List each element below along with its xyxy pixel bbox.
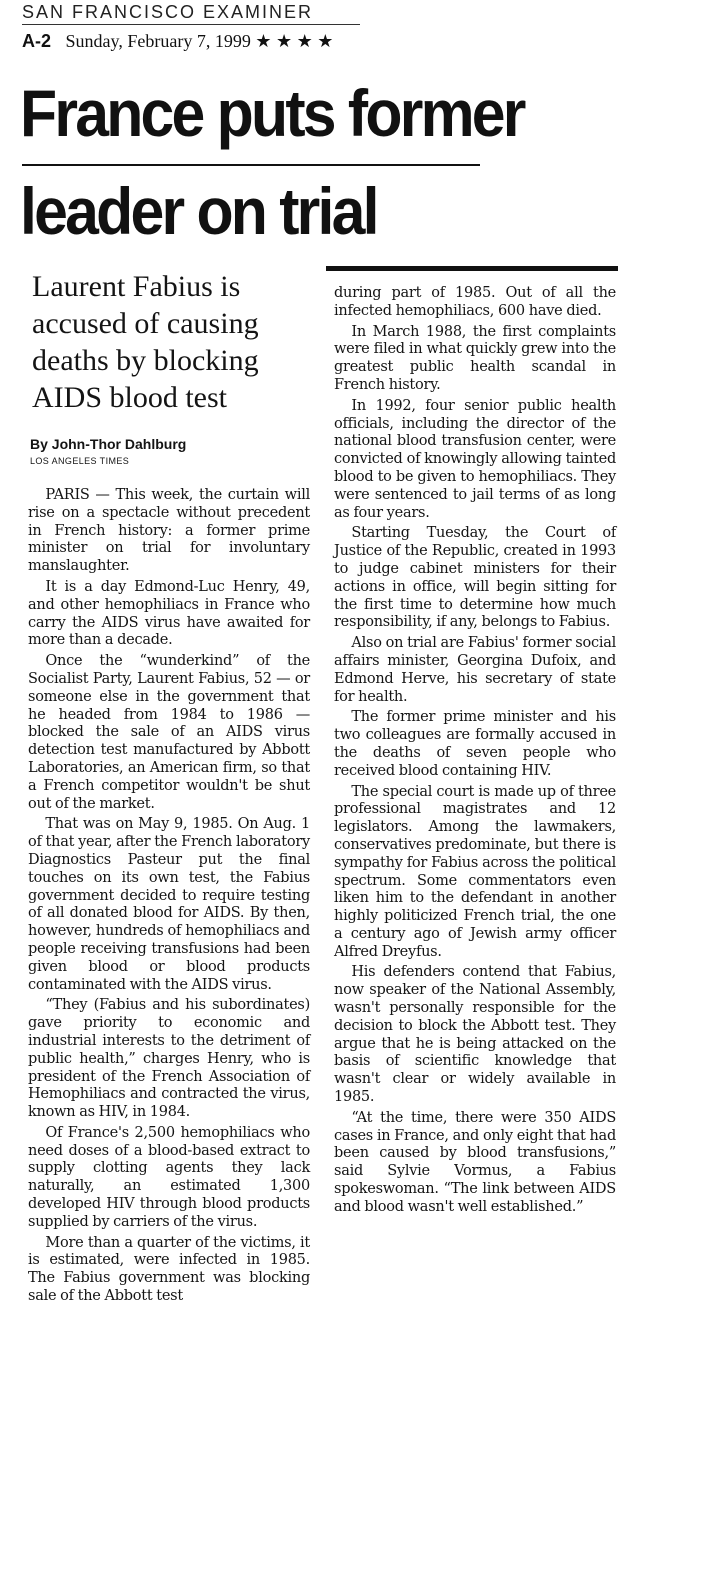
headline-line-1: France puts former — [20, 76, 524, 150]
paragraph: “They (Fabius and his subordinates) gave priority to economic and industrial interests to the detriment of public health,” charges Henry, who is president of the French Association of Hemophiliacs and contracted the virus, known as HIV, in 1984. — [28, 997, 310, 1121]
dateline — [22, 31, 333, 52]
newspaper-name: SAN FRANCISCO EXAMINER — [22, 2, 314, 22]
paragraph: In March 1988, the first complaints were filed in what quickly grew into the greatest public health scandal in French history. — [334, 323, 616, 393]
page-number: A-2 — [22, 31, 52, 51]
column-top-rule — [326, 266, 618, 271]
issue-date: Sunday, February 7, 1999 — [65, 31, 251, 51]
news-agency: LOS ANGELES TIMES — [30, 456, 130, 466]
paragraph: Of France's 2,500 hemophiliacs who need doses of a blood-based extract to supply clotting agents they lack naturally, an estimated 1,300 developed HIV through blood products supplied by carriers of the virus. — [28, 1124, 310, 1230]
paragraph: It is a day Edmond-Luc Henry, 49, and other hemophiliacs in France who carry the AIDS virus have awaited for more than a decade. — [28, 578, 310, 649]
headline-line-2: leader on trial — [20, 174, 377, 248]
subheadline: Laurent Fabius is accused of causing deaths by blocking AIDS blood test — [32, 270, 259, 414]
paragraph: The former prime minister and his two colleagues are formally accused in the deaths of seven people who received blood containing HIV. — [334, 709, 616, 779]
paragraph: The special court is made up of three professional magistrates and 12 legislators. Among the lawmakers, conservatives predominate, but there is sympathy for Fabius across the political spectrum. Some commentators even liken him to the defendant in another highly politicized French trial, the one a century ago of Jewish army officer Alfred Dreyfus. — [334, 783, 616, 960]
paragraph: That was on May 9, 1985. On Aug. 1 of that year, after the French laboratory Diagnostics Pasteur put the final touches on its own test, the Fabius government decided to require testing of all donated blood for AIDS. By then, however, hundreds of hemophiliacs and people receiving transfusions had been given blood or blood products contaminated with the AIDS virus. — [28, 816, 310, 993]
paragraph: More than a quarter of the victims, it is estimated, were infected in 1985. The Fabius government was blocking sale of the Abbott test — [28, 1234, 310, 1305]
headline-rule — [22, 164, 480, 166]
article-column-left — [28, 487, 310, 1309]
byline: By John-Thor Dahlburg — [30, 436, 187, 452]
paragraph: His defenders contend that Fabius, now speaker of the National Assembly, wasn't personally responsible for the decision to block the Abbott test. They argue that he is being attacked on the basis of scientific knowledge that wasn't clear or widely available in 1985. — [334, 964, 616, 1106]
paragraph: Once the “wunderkind” of the Socialist Party, Laurent Fabius, 52 — or someone else in the government that he headed from 1984 to 1986 — blocked the sale of an AIDS virus detection test manufactured by Abbott Laboratories, an American firm, so that a French competitor wouldn't be shut out of the market. — [28, 653, 310, 812]
paragraph: Also on trial are Fabius' former social affairs minister, Georgina Dufoix, and Edmond Herve, his secretary of state for health. — [334, 635, 616, 705]
article-column-right — [334, 285, 616, 1220]
paragraph: during part of 1985. Out of all the infected hemophiliacs, 600 have died. — [334, 285, 616, 319]
edition-stars: ★ ★ ★ ★ — [255, 31, 334, 51]
paragraph: “At the time, there were 350 AIDS cases in France, and only eight that had been caused by blood transfusions,” said Sylvie Vormus, a Fabius spokeswoman. “The link between AIDS and blood wasn't well established.” — [334, 1109, 616, 1215]
paragraph: PARIS — This week, the curtain will rise on a spectacle without precedent in French history: a former prime minister on trial for involuntary manslaughter. — [28, 487, 310, 575]
paragraph: In 1992, four senior public health officials, including the director of the national blood transfusion center, were convicted of knowingly allowing tainted blood to be given to hemophiliacs. They were sentenced to jail terms of as long as four years. — [334, 397, 616, 521]
paragraph: Starting Tuesday, the Court of Justice of the Republic, created in 1993 to judge cabinet ministers for their actions in office, will begin sitting for the first time to determine how much responsibility, if any, belongs to Fabius. — [334, 525, 616, 631]
masthead-rule — [22, 24, 360, 25]
